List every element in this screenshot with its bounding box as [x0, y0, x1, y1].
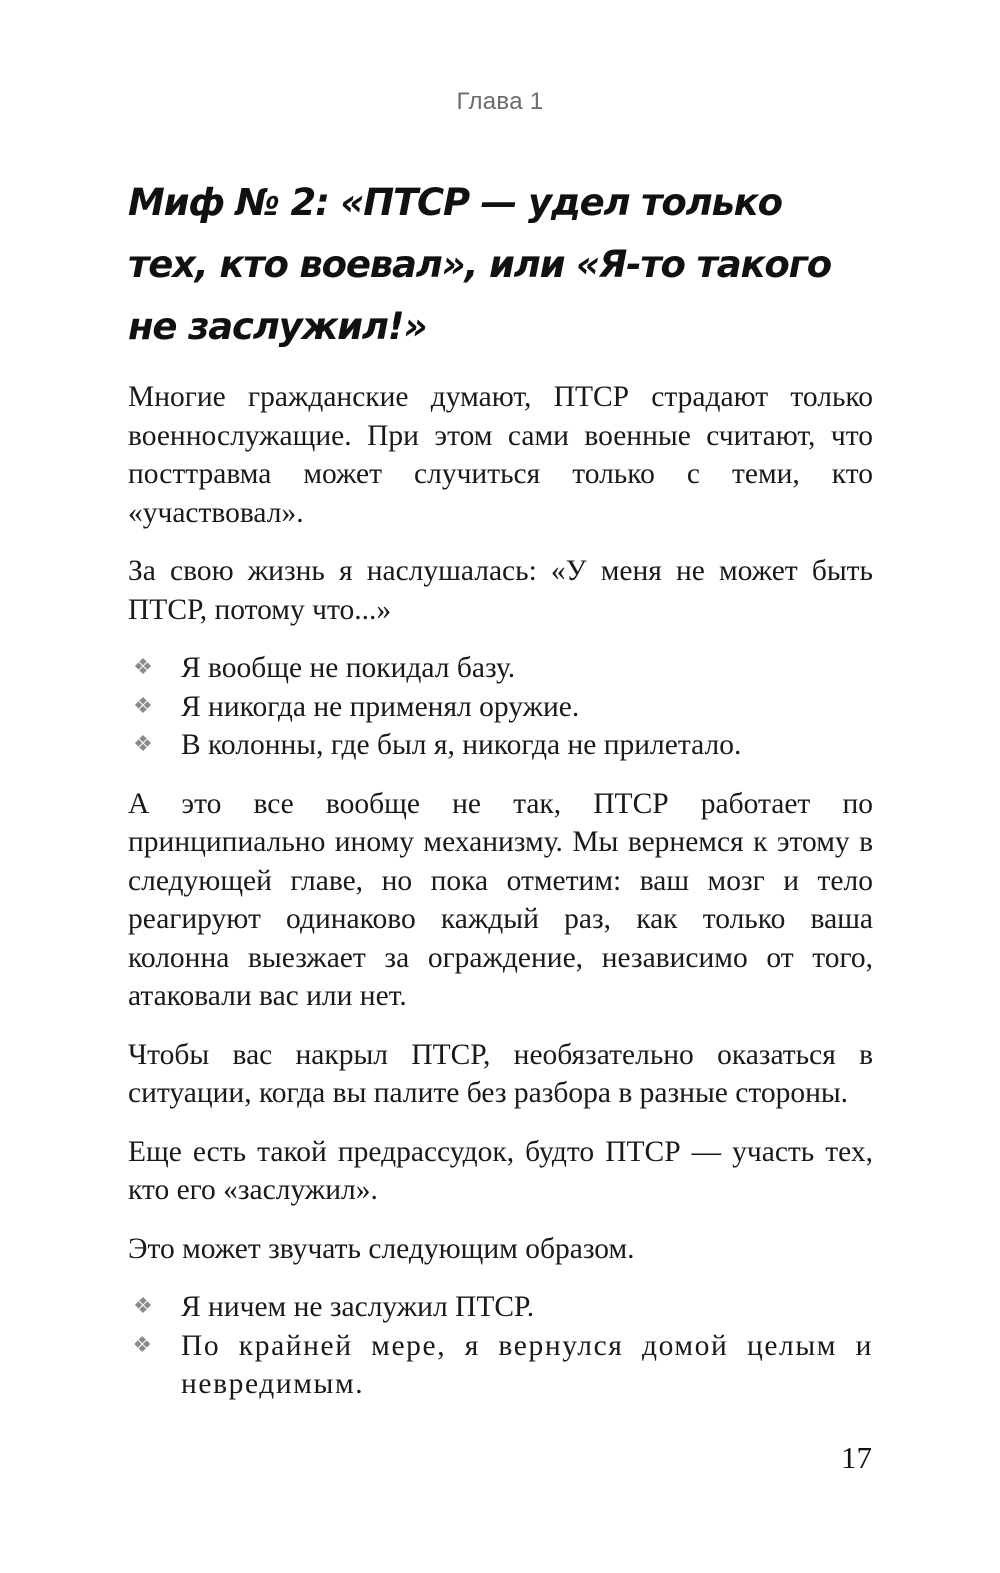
list-item: [128, 1327, 873, 1404]
title-line: не заслужил!»: [128, 305, 427, 348]
bullet-list: [128, 1288, 873, 1404]
list-item-text: По крайней мере, я вернулся домой целым и невредимым.: [181, 1329, 873, 1400]
running-head: Глава 1: [456, 88, 544, 115]
bullet-list: [128, 649, 873, 765]
diamond-bullet-icon: ❖: [133, 1294, 153, 1319]
list-item: [128, 726, 873, 765]
list-item-text: В колонны, где был я, никогда не прилетало.: [181, 729, 742, 761]
paragraph: Это может звучать следующим образом.: [128, 1232, 635, 1265]
list-item-text: Я ничем не заслужил ПТСР.: [181, 1291, 535, 1323]
list-item-text: Я вообще не покидал базу.: [181, 652, 516, 684]
diamond-bullet-icon: ❖: [133, 693, 153, 719]
list-item: [128, 649, 873, 688]
chapter-section-title: [128, 172, 888, 358]
list-item: [128, 1288, 873, 1327]
paragraph: Чтобы вас накрыл ПТСР, необязательно оказаться в ситуации, когда вы палите без разбора в разные стороны.: [128, 1038, 873, 1109]
title-line: Миф № 2: «ПТСР — удел только: [128, 181, 782, 224]
paragraph: А это все вообще не так, ПТСР работает по принципиально иному механизму. Мы вернемся к этому в следующей главе, но пока отметим: ваш мозг и тело реагируют одинаково каждый раз, как только ваша колонна выезжает за ограждение, независимо от того, атаковали вас или нет.: [128, 787, 873, 1012]
diamond-bullet-icon: ❖: [132, 1332, 154, 1358]
title-line: тех, кто воевал», или «Я-то такого: [128, 243, 831, 286]
diamond-bullet-icon: ❖: [133, 655, 153, 680]
diamond-bullet-icon: ❖: [133, 732, 153, 757]
page-number: 17: [841, 1440, 872, 1475]
list-item-text: Я никогда не применял оружие.: [181, 690, 580, 723]
body-text: [128, 378, 873, 1424]
paragraph: За свою жизнь я наслушалась: «У меня не может быть ПТСР, потому что...»: [128, 555, 873, 626]
paragraph: Многие гражданские думают, ПТСР страдают только военнослужащие. При этом сами военные считают, что посттравма может случиться только с теми, кто «участвовал».: [128, 381, 873, 529]
paragraph: Еще есть такой предрассудок, будто ПТСР — участь тех, кто его «заслужил».: [128, 1135, 873, 1206]
list-item: [128, 688, 873, 727]
